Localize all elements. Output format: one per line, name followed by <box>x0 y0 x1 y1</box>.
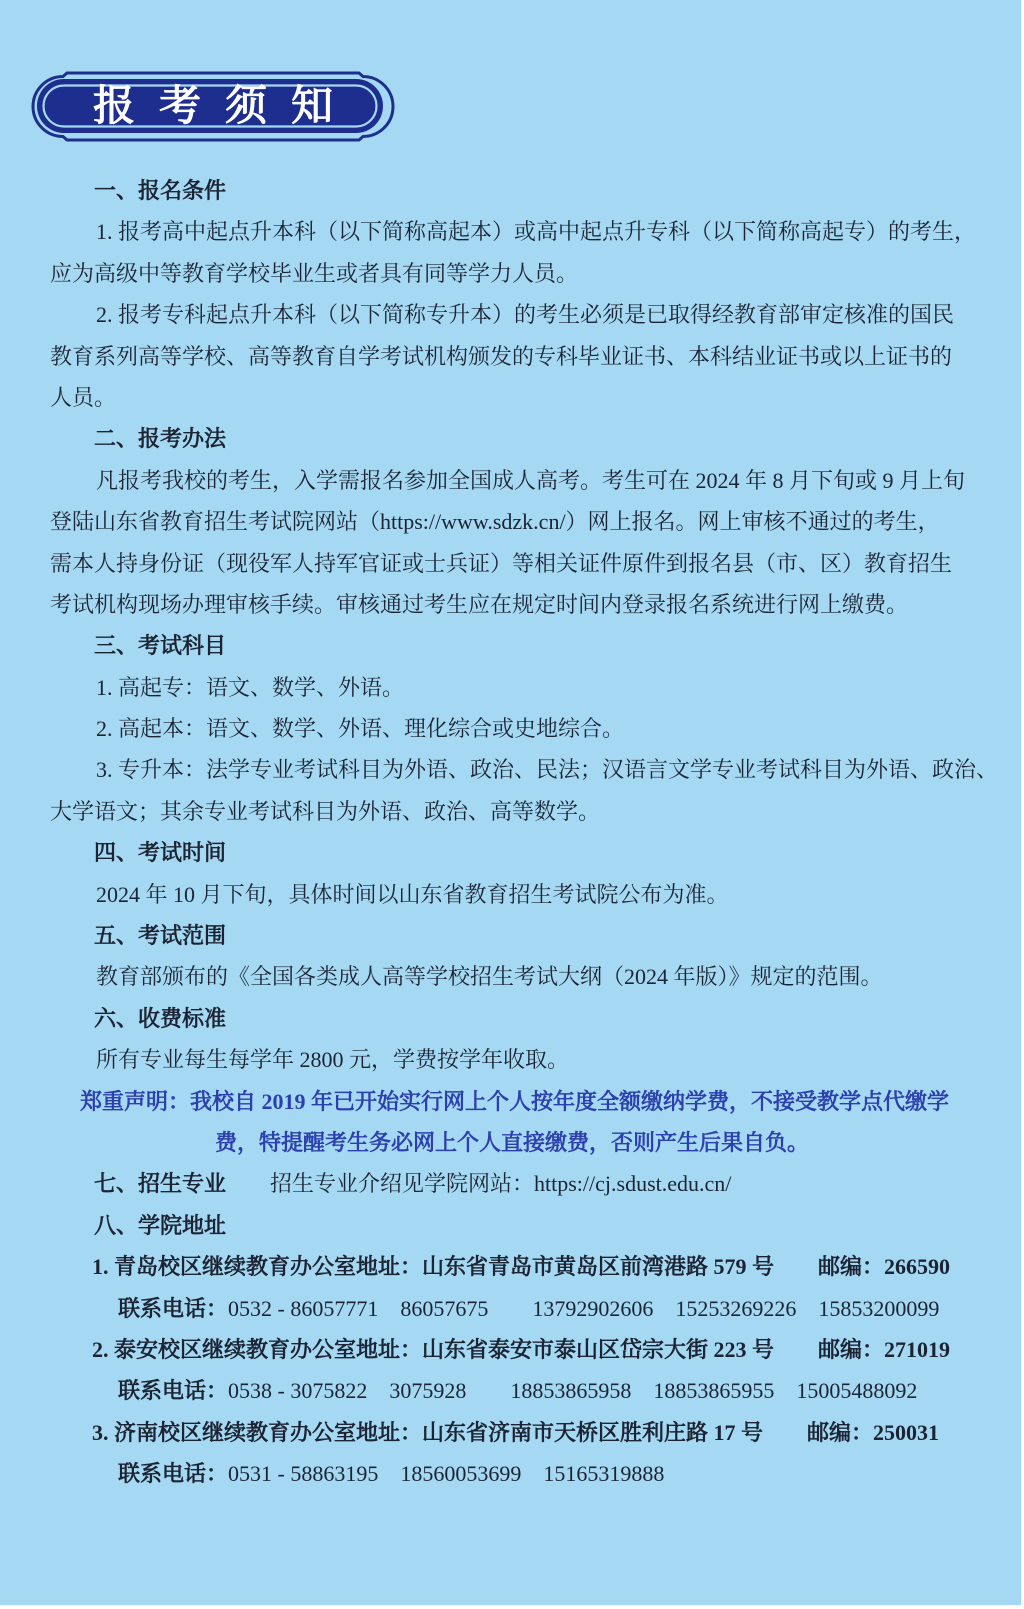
line-bold-text: 2. 泰安校区继续教育办公室地址：山东省泰安市泰山区岱宗大街 223 号 邮编：271019 <box>92 1336 951 1362</box>
doc-line-c <box>50 501 974 542</box>
doc-line-n1 <box>50 1081 974 1122</box>
doc-line-h <box>50 418 974 459</box>
line-regular-text: 教育系列高等学校、高等教育自学考试机构颁发的专科毕业证书、本科结业证书或以上证书的 <box>50 343 953 369</box>
line-regular-text: 0532 - 86057771 86057675 13792902606 15253269226 15853200099 <box>228 1295 940 1321</box>
doc-line-addr <box>50 1329 974 1370</box>
doc-line-c <box>50 543 974 584</box>
doc-line-c <box>50 377 974 418</box>
line-regular-text: 2. 报考专科起点升本科（以下简称专升本）的考生必须是已取得经教育部审定核准的国民 <box>96 302 955 328</box>
doc-line-p <box>50 460 974 501</box>
line-regular-text: 1. 高起专：语文、数学、外语。 <box>96 674 405 700</box>
line-bold-text: 四、考试时间 <box>94 840 227 866</box>
line-regular-text: 登陆山东省教育招生考试院网站（https://www.sdzk.cn/）网上报名。网上审核不通过的考生， <box>50 509 940 535</box>
line-bold-text: 六、收费标准 <box>94 1005 227 1031</box>
line-regular-text: 2024 年 10 月下旬，具体时间以山东省教育招生考试院公布为准。 <box>96 881 729 907</box>
doc-line-p <box>50 294 974 335</box>
line-bold-text: 七、招生专业 <box>94 1171 227 1197</box>
doc-line-n2 <box>50 1122 974 1163</box>
doc-line-h <box>50 625 974 666</box>
doc-line-p <box>50 956 974 997</box>
title-badge <box>31 70 395 144</box>
line-bold-text: 3. 济南校区继续教育办公室地址：山东省济南市天桥区胜利庄路 17 号 邮编：250031 <box>92 1419 940 1445</box>
doc-line-p <box>50 667 974 708</box>
line-regular-text: 招生专业介绍见学院网站：https://cj.sdust.edu.cn/ <box>270 1171 732 1197</box>
line-bold-text: 八、学院地址 <box>94 1212 227 1238</box>
doc-line-h <box>50 998 974 1039</box>
doc-line-c <box>50 253 974 294</box>
doc-line-c <box>50 336 974 377</box>
line-regular-text: 0531 - 58863195 18560053699 15165319888 <box>228 1461 665 1487</box>
line-regular-text: 3. 专升本：法学专业考试科目为外语、政治、民法；汉语言文学专业考试科目为外语、政治、 <box>96 757 999 783</box>
line-regular-text: 1. 报考高中起点升本科（以下简称高起本）或高中起点升专科（以下简称高起专）的考生， <box>96 219 977 245</box>
line-bold-text: 费，特提醒考生务必网上个人直接缴费，否则产生后果自负。 <box>215 1129 810 1155</box>
doc-line-p <box>50 211 977 252</box>
doc-line-sec7 <box>50 1163 974 1204</box>
line-bold-text: 1. 青岛校区继续教育办公室地址：山东省青岛市黄岛区前湾港路 579 号 邮编：266590 <box>92 1254 951 1280</box>
doc-line-c <box>50 584 974 625</box>
doc-line-p <box>50 708 974 749</box>
line-regular-text: 人员。 <box>50 384 117 410</box>
line-regular-text: 凡报考我校的考生，入学需报名参加全国成人高考。考生可在 2024 年 8 月下旬或 9 月上旬 <box>96 467 966 493</box>
doc-line-phone <box>50 1453 974 1494</box>
doc-line-addr <box>50 1246 974 1287</box>
line-bold-text: 联系电话： <box>118 1461 229 1487</box>
line-bold-text: 联系电话： <box>118 1378 229 1404</box>
line-regular-text: 0538 - 3075822 3075928 18853865958 18853865955 15005488092 <box>228 1378 918 1404</box>
notice-body <box>50 170 999 1495</box>
line-bold-text: 郑重声明：我校自 2019 年已开始实行网上个人按年度全额缴纳学费，不接受教学点代缴学 <box>80 1088 950 1114</box>
line-regular-text: 应为高级中等教育学校毕业生或者具有同等学力人员。 <box>50 260 579 286</box>
doc-line-phone <box>50 1370 974 1411</box>
doc-line-p <box>50 749 999 790</box>
line-regular-text: 大学语文；其余专业考试科目为外语、政治、高等数学。 <box>50 798 601 824</box>
line-bold-text: 二、报考办法 <box>94 426 227 452</box>
doc-line-h <box>50 1205 974 1246</box>
doc-line-p <box>50 1039 974 1080</box>
page-title: 报考须知 <box>92 82 357 129</box>
doc-line-h <box>50 915 974 956</box>
line-regular-text: 考试机构现场办理审核手续。审核通过考生应在规定时间内登录报名系统进行网上缴费。 <box>50 591 909 617</box>
page-edge-bottom <box>0 1605 1024 1609</box>
line-bold-text: 联系电话： <box>118 1295 229 1321</box>
line-bold-text: 五、考试范围 <box>94 923 227 949</box>
doc-line-p <box>50 874 974 915</box>
line-regular-text: 需本人持身份证（现役军人持军官证或士兵证）等相关证件原件到报名县（市、区）教育招生 <box>50 550 953 576</box>
line-regular-text: 2. 高起本：语文、数学、外语、理化综合或史地综合。 <box>96 716 625 742</box>
line-regular-text: 教育部颁布的《全国各类成人高等学校招生考试大纲（2024 年版）》规定的范围。 <box>96 964 883 990</box>
doc-line-h <box>50 832 974 873</box>
doc-line-h <box>50 170 974 211</box>
doc-line-addr <box>50 1412 974 1453</box>
line-bold-text: 一、报名条件 <box>94 178 227 203</box>
line-regular-text: 所有专业每生每学年 2800 元，学费按学年收取。 <box>96 1047 570 1073</box>
line-bold-text: 三、考试科目 <box>94 633 227 659</box>
doc-line-phone <box>50 1288 974 1329</box>
doc-line-c <box>50 791 974 832</box>
